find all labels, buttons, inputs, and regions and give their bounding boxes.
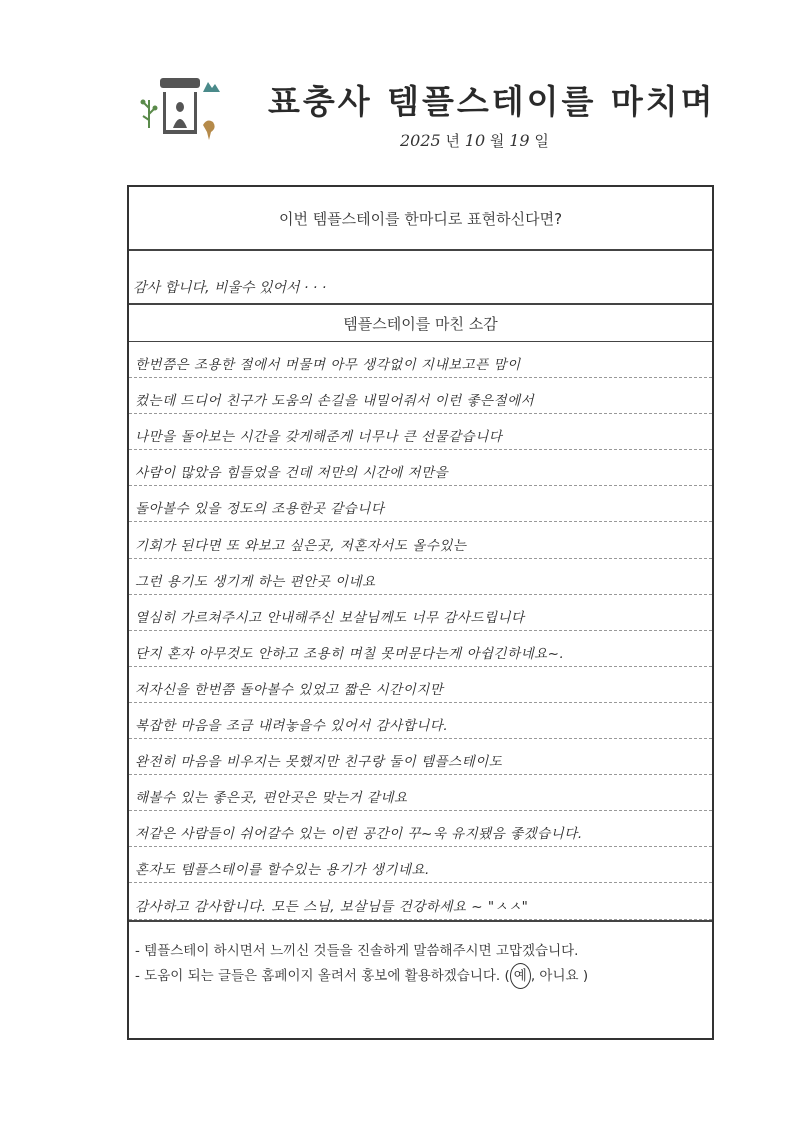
answer-text: 감사 합니다, 비울수 있어서 · · ·: [133, 280, 327, 296]
date-month: 10: [464, 131, 486, 150]
feedback-form: [127, 185, 714, 1040]
impression-text: 단지 혼자 아무것도 안하고 조용히 며칠 못머문다는게 아쉽긴하네요~.: [135, 645, 565, 662]
consent-yes-circled: 예: [510, 963, 531, 989]
impression-text: 그런 용기도 생기게 하는 편안곳 이네요: [135, 573, 376, 590]
impressions-lines: [129, 342, 712, 922]
impression-text: 나만을 돌아보는 시간을 갖게해준게 너무나 큰 선물같습니다: [135, 429, 503, 446]
page-title: 표충사 템플스테이를 마치며: [268, 82, 716, 121]
date-day: 19: [509, 131, 530, 150]
impression-line: [129, 667, 712, 703]
impression-line: [129, 559, 712, 595]
impression-text: 감사하고 감사합니다. 모든 스님, 보살님들 건강하세요 ~ "ㅅㅅ": [135, 898, 529, 915]
impression-line: [129, 450, 712, 486]
question-label: 이번 템플스테이를 한마디로 표현하신다면?: [129, 187, 712, 251]
impression-text: 혼자도 템플스테이를 할수있는 용기가 생기네요.: [135, 862, 430, 879]
footer-notes: [129, 939, 712, 989]
impression-text: 기회가 된다면 또 와보고 싶은곳, 저혼자서도 올수있는: [135, 537, 467, 554]
impression-line: [129, 775, 712, 811]
date-day-label: 일: [534, 132, 549, 150]
date: [400, 130, 549, 151]
footer-note-2: [135, 963, 712, 989]
impression-text: 저자신을 한번쯤 돌아볼수 있었고 짧은 시간이지만: [135, 681, 444, 698]
impression-line: [129, 414, 712, 450]
impression-text: 사람이 많았음 힘들었을 건데 저만의 시간에 저만을: [135, 465, 449, 482]
impression-line: [129, 739, 712, 775]
impression-text: 해볼수 있는 좋은곳, 편안곳은 맞는거 같네요: [135, 790, 408, 807]
impression-line: [129, 342, 712, 378]
answer-field: [129, 251, 712, 305]
date-year: 2025: [400, 131, 441, 150]
impression-text: 복잡한 마음을 조금 내려놓을수 있어서 감사합니다.: [135, 718, 449, 735]
consent-no: , 아니요 ): [530, 968, 589, 984]
impressions-header: 템플스테이를 마친 소감: [129, 305, 712, 342]
impression-line: [129, 631, 712, 667]
impression-text: 한번쯤은 조용한 절에서 머물며 아무 생각없이 지내보고픈 맘이: [135, 357, 521, 374]
impression-text: 저같은 사람들이 쉬어갈수 있는 이런 공간이 꾸~욱 유지됐음 좋겠습니다.: [135, 826, 583, 843]
temple-logo: [135, 70, 225, 145]
impression-line: [129, 486, 712, 522]
impression-line: [129, 522, 712, 558]
impression-line: [129, 703, 712, 739]
footer-note-2-text: - 도움이 되는 글들은 홈페이지 올려서 홍보에 활용하겠습니다. (: [135, 968, 510, 984]
impression-text: 돌아볼수 있을 정도의 조용한곳 같습니다: [135, 501, 385, 518]
impression-line: [129, 811, 712, 847]
impression-text: 완전히 마음을 비우지는 못했지만 친구랑 둘이 템플스테이도: [135, 754, 503, 771]
impression-line: [129, 847, 712, 883]
impression-line: [129, 883, 712, 919]
impression-text: 컸는데 드디어 친구가 도움의 손길을 내밀어줘서 이런 좋은절에서: [135, 393, 535, 410]
impression-line: [129, 378, 712, 414]
impression-text: 열심히 가르쳐주시고 안내해주신 보살님께도 너무 감사드립니다: [135, 609, 525, 626]
footer-note-1: - 템플스테이 하시면서 느끼신 것들을 진솔하게 말씀해주시면 고맙겠습니다.: [135, 943, 579, 959]
date-month-label: 월: [489, 132, 505, 150]
date-year-label: 년: [445, 132, 460, 150]
impression-line: [129, 595, 712, 631]
